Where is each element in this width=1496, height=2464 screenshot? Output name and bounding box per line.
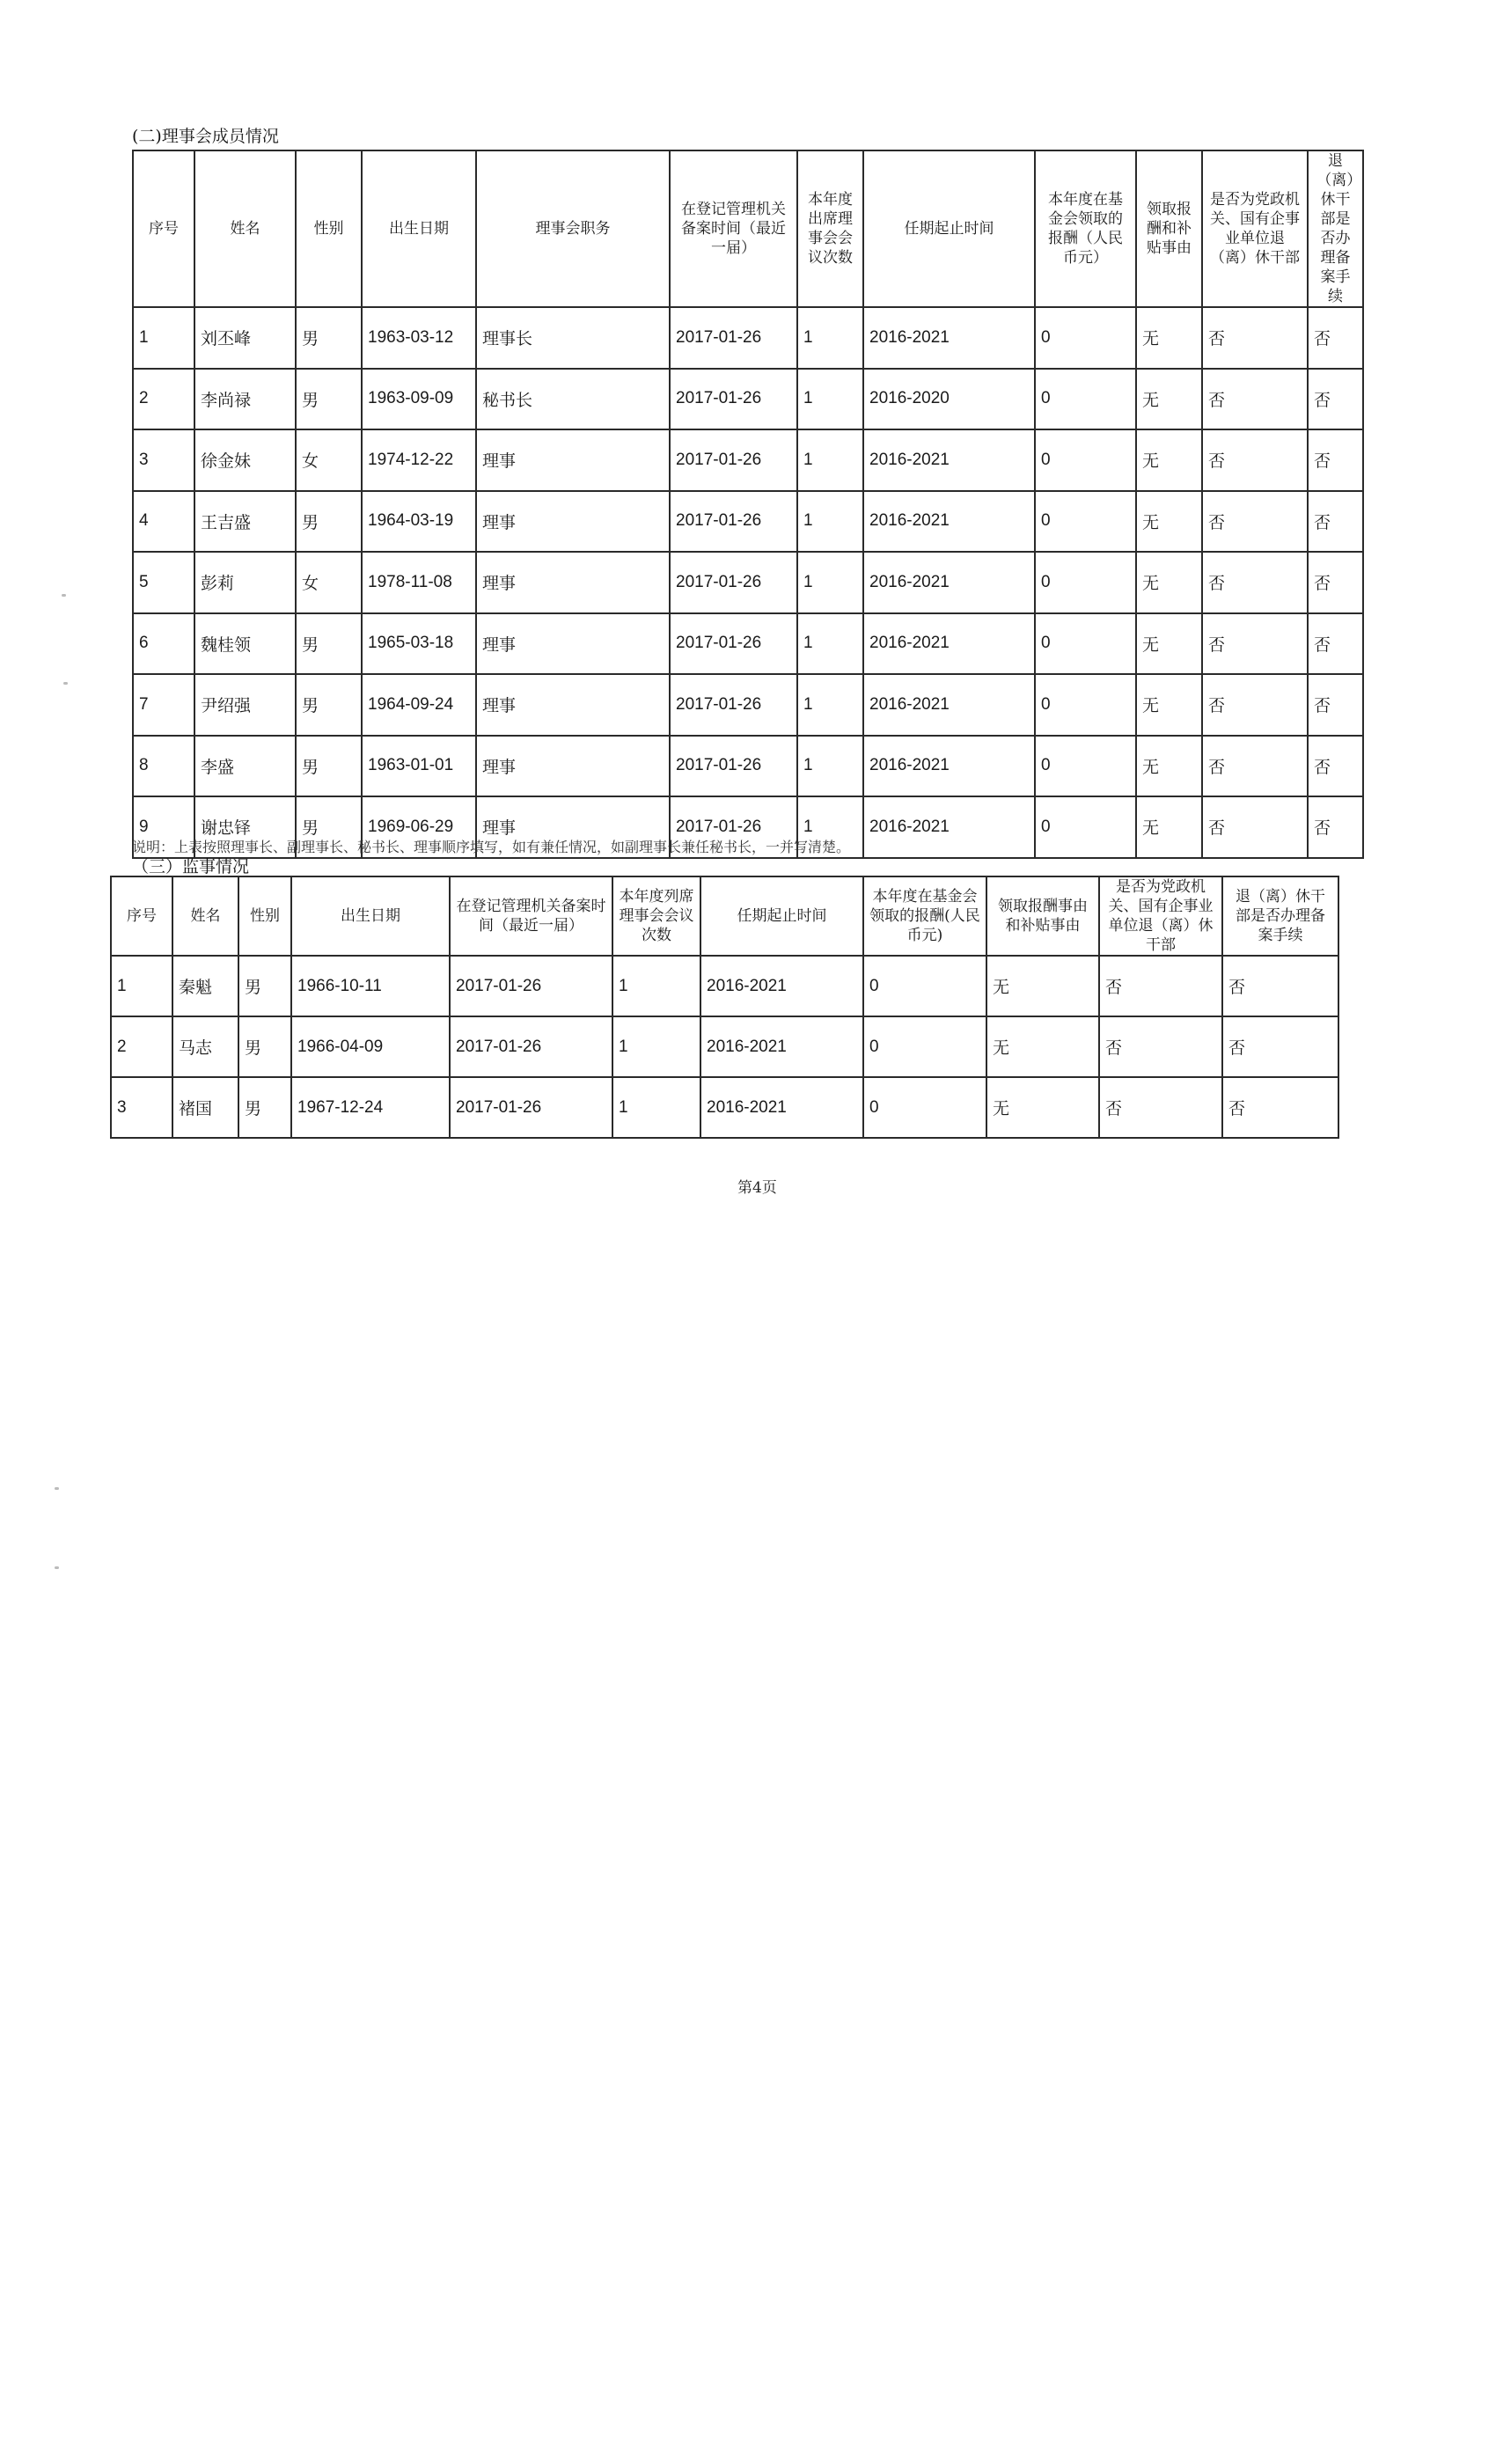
board-cell: 0	[1035, 552, 1136, 613]
board-cell: 2016-2021	[863, 307, 1035, 369]
board-cell: 0	[1035, 796, 1136, 858]
board-cell: 0	[1035, 674, 1136, 736]
board-cell: 2016-2021	[863, 674, 1035, 736]
board-cell: 否	[1202, 796, 1308, 858]
board-cell: 尹绍强	[194, 674, 296, 736]
supervisor-header-cell: 序号	[111, 876, 172, 956]
board-cell: 无	[1136, 796, 1202, 858]
board-cell: 4	[133, 491, 194, 553]
supervisor-cell: 0	[863, 956, 986, 1016]
board-cell: 男	[296, 369, 362, 430]
board-cell: 1963-03-12	[362, 307, 476, 369]
board-cell: 2016-2021	[863, 491, 1035, 553]
board-cell: 否	[1202, 369, 1308, 430]
supervisor-section-title: （三）监事情况	[132, 857, 250, 876]
scan-speck	[62, 594, 66, 597]
supervisor-cell: 2017-01-26	[450, 1077, 612, 1138]
supervisor-cell: 2	[111, 1016, 172, 1077]
board-header-row	[133, 150, 1363, 307]
board-header-cell: 本年度出席理事会会议次数	[797, 150, 863, 307]
board-cell: 否	[1308, 491, 1363, 553]
board-cell: 2016-2021	[863, 796, 1035, 858]
supervisor-cell: 无	[986, 1016, 1099, 1077]
supervisor-cell: 0	[863, 1077, 986, 1138]
board-header-cell: 性别	[296, 150, 362, 307]
supervisor-row	[111, 1016, 1338, 1077]
supervisor-header-cell: 任期起止时间	[700, 876, 863, 956]
supervisor-cell: 否	[1099, 1077, 1222, 1138]
supervisor-cell: 1967-12-24	[291, 1077, 450, 1138]
board-cell: 1	[797, 736, 863, 797]
board-cell: 2017-01-26	[670, 613, 797, 675]
board-cell: 无	[1136, 736, 1202, 797]
board-row	[133, 491, 1363, 553]
supervisor-cell: 否	[1222, 956, 1338, 1016]
board-cell: 无	[1136, 552, 1202, 613]
supervisor-cell: 1	[612, 1077, 700, 1138]
board-cell: 否	[1202, 552, 1308, 613]
supervisor-cell: 2017-01-26	[450, 956, 612, 1016]
board-cell: 0	[1035, 429, 1136, 491]
board-cell: 否	[1308, 613, 1363, 675]
supervisor-cell: 男	[238, 1016, 291, 1077]
supervisor-header-cell: 在登记管理机关备案时间（最近一届）	[450, 876, 612, 956]
board-row	[133, 429, 1363, 491]
board-cell: 谢忠铎	[194, 796, 296, 858]
board-cell: 徐金妹	[194, 429, 296, 491]
board-header-cell: 序号	[133, 150, 194, 307]
scan-blank-area	[0, 2042, 1496, 2464]
board-cell: 2017-01-26	[670, 796, 797, 858]
supervisor-cell: 1966-04-09	[291, 1016, 450, 1077]
board-cell: 女	[296, 552, 362, 613]
supervisor-header-row	[111, 876, 1338, 956]
board-cell: 2	[133, 369, 194, 430]
board-cell: 1969-06-29	[362, 796, 476, 858]
board-cell: 否	[1202, 429, 1308, 491]
supervisor-cell: 无	[986, 956, 1099, 1016]
board-header-cell: 领取报酬和补贴事由	[1136, 150, 1202, 307]
board-cell: 理事	[476, 796, 670, 858]
board-header-cell: 理事会职务	[476, 150, 670, 307]
supervisor-cell: 1	[612, 956, 700, 1016]
board-cell: 2017-01-26	[670, 429, 797, 491]
supervisor-header-cell: 出生日期	[291, 876, 450, 956]
board-header-cell: 任期起止时间	[863, 150, 1035, 307]
scan-speck	[55, 1487, 59, 1490]
board-cell: 1	[797, 613, 863, 675]
board-cell: 8	[133, 736, 194, 797]
board-header-cell: 在登记管理机关备案时间（最近一届）	[670, 150, 797, 307]
board-cell: 1963-01-01	[362, 736, 476, 797]
supervisor-cell: 2016-2021	[700, 1016, 863, 1077]
board-cell: 否	[1308, 736, 1363, 797]
board-cell: 男	[296, 796, 362, 858]
board-cell: 9	[133, 796, 194, 858]
supervisor-cell: 0	[863, 1016, 986, 1077]
board-cell: 刘丕峰	[194, 307, 296, 369]
board-cell: 无	[1136, 369, 1202, 430]
board-cell: 6	[133, 613, 194, 675]
supervisor-header-cell: 领取报酬事由和补贴事由	[986, 876, 1099, 956]
board-cell: 0	[1035, 369, 1136, 430]
board-header-cell: 本年度在基金会领取的报酬（人民币元）	[1035, 150, 1136, 307]
board-row	[133, 369, 1363, 430]
board-cell: 女	[296, 429, 362, 491]
board-row	[133, 307, 1363, 369]
board-cell: 无	[1136, 307, 1202, 369]
supervisor-cell: 2016-2021	[700, 1077, 863, 1138]
board-row	[133, 552, 1363, 613]
board-cell: 男	[296, 613, 362, 675]
board-cell: 魏桂领	[194, 613, 296, 675]
board-cell: 理事	[476, 429, 670, 491]
board-cell: 李盛	[194, 736, 296, 797]
board-cell: 3	[133, 429, 194, 491]
supervisor-cell: 1	[111, 956, 172, 1016]
supervisor-header-cell: 本年度列席理事会会议次数	[612, 876, 700, 956]
board-cell: 否	[1202, 613, 1308, 675]
board-cell: 无	[1136, 613, 1202, 675]
supervisor-header-cell: 是否为党政机关、国有企事业单位退（离）休干部	[1099, 876, 1222, 956]
supervisor-cell: 1966-10-11	[291, 956, 450, 1016]
supervisor-cell: 3	[111, 1077, 172, 1138]
board-cell: 王吉盛	[194, 491, 296, 553]
supervisor-row	[111, 1077, 1338, 1138]
board-section-title: (二)理事会成员情况	[132, 127, 279, 146]
supervisor-cell: 无	[986, 1077, 1099, 1138]
board-cell: 秘书长	[476, 369, 670, 430]
board-cell: 5	[133, 552, 194, 613]
supervisor-cell: 褚国	[172, 1077, 238, 1138]
scan-speck	[63, 682, 68, 685]
board-cell: 否	[1308, 369, 1363, 430]
board-cell: 1	[797, 674, 863, 736]
board-cell: 理事	[476, 552, 670, 613]
supervisor-cell: 秦魁	[172, 956, 238, 1016]
board-cell: 2017-01-26	[670, 491, 797, 553]
board-row	[133, 674, 1363, 736]
board-cell: 1	[797, 491, 863, 553]
supervisor-header-cell: 性别	[238, 876, 291, 956]
board-cell: 否	[1308, 674, 1363, 736]
board-cell: 2017-01-26	[670, 552, 797, 613]
board-cell: 理事	[476, 674, 670, 736]
supervisor-cell: 男	[238, 956, 291, 1016]
supervisor-header-cell: 退（离）休干部是否办理备案手续	[1222, 876, 1338, 956]
board-cell: 2016-2021	[863, 429, 1035, 491]
board-cell: 无	[1136, 491, 1202, 553]
board-cell: 2016-2021	[863, 736, 1035, 797]
supervisor-cell: 2017-01-26	[450, 1016, 612, 1077]
board-cell: 否	[1308, 307, 1363, 369]
board-cell: 男	[296, 736, 362, 797]
supervisor-cell: 否	[1099, 1016, 1222, 1077]
supervisor-row	[111, 956, 1338, 1016]
board-row	[133, 736, 1363, 797]
board-cell: 2017-01-26	[670, 736, 797, 797]
board-cell: 1	[797, 796, 863, 858]
board-cell: 否	[1202, 674, 1308, 736]
supervisor-cell: 男	[238, 1077, 291, 1138]
board-cell: 1974-12-22	[362, 429, 476, 491]
supervisor-cell: 2016-2021	[700, 956, 863, 1016]
board-cell: 1964-09-24	[362, 674, 476, 736]
board-row	[133, 613, 1363, 675]
board-cell: 2017-01-26	[670, 674, 797, 736]
board-cell: 否	[1202, 736, 1308, 797]
board-cell: 否	[1202, 491, 1308, 553]
board-cell: 否	[1308, 429, 1363, 491]
board-cell: 2017-01-26	[670, 369, 797, 430]
board-cell: 男	[296, 491, 362, 553]
supervisor-header-cell: 姓名	[172, 876, 238, 956]
board-cell: 无	[1136, 674, 1202, 736]
supervisor-cell: 1	[612, 1016, 700, 1077]
supervisor-cell: 否	[1222, 1016, 1338, 1077]
board-cell: 7	[133, 674, 194, 736]
board-cell: 理事	[476, 736, 670, 797]
board-cell: 李尚禄	[194, 369, 296, 430]
board-cell: 2016-2021	[863, 613, 1035, 675]
supervisors-table	[110, 876, 1339, 1139]
board-cell: 1	[797, 552, 863, 613]
board-cell: 无	[1136, 429, 1202, 491]
board-cell: 男	[296, 674, 362, 736]
supervisor-cell: 马志	[172, 1016, 238, 1077]
board-cell: 否	[1308, 796, 1363, 858]
board-cell: 2016-2020	[863, 369, 1035, 430]
board-cell: 彭莉	[194, 552, 296, 613]
board-members-table	[132, 150, 1364, 859]
board-cell: 理事	[476, 491, 670, 553]
board-cell: 1964-03-19	[362, 491, 476, 553]
board-cell: 否	[1308, 552, 1363, 613]
board-note: 说明：上表按照理事长、副理事长、秘书长、理事顺序填写，如有兼任情况，如副理事长兼任秘书长，一并写清楚。	[132, 839, 851, 855]
board-cell: 2017-01-26	[670, 307, 797, 369]
board-header-cell: 出生日期	[362, 150, 476, 307]
board-cell: 1963-09-09	[362, 369, 476, 430]
board-cell: 1	[797, 369, 863, 430]
board-cell: 1	[797, 307, 863, 369]
board-cell: 否	[1202, 307, 1308, 369]
board-cell: 1	[797, 429, 863, 491]
board-cell: 2016-2021	[863, 552, 1035, 613]
page-number: 第4页	[737, 1179, 777, 1197]
board-cell: 1978-11-08	[362, 552, 476, 613]
supervisor-cell: 否	[1222, 1077, 1338, 1138]
supervisor-header-cell: 本年度在基金会领取的报酬(人民币元)	[863, 876, 986, 956]
supervisor-cell: 否	[1099, 956, 1222, 1016]
board-header-cell: 是否为党政机关、国有企事业单位退（离）休干部	[1202, 150, 1308, 307]
board-cell: 0	[1035, 491, 1136, 553]
board-cell: 0	[1035, 613, 1136, 675]
board-header-cell: 姓名	[194, 150, 296, 307]
board-cell: 理事	[476, 613, 670, 675]
board-cell: 1965-03-18	[362, 613, 476, 675]
board-cell: 男	[296, 307, 362, 369]
board-cell: 1	[133, 307, 194, 369]
board-cell: 理事长	[476, 307, 670, 369]
board-header-cell: 退（离）休干部是否办理备案手续	[1308, 150, 1363, 307]
board-cell: 0	[1035, 307, 1136, 369]
board-cell: 0	[1035, 736, 1136, 797]
scan-speck	[55, 1566, 59, 1569]
